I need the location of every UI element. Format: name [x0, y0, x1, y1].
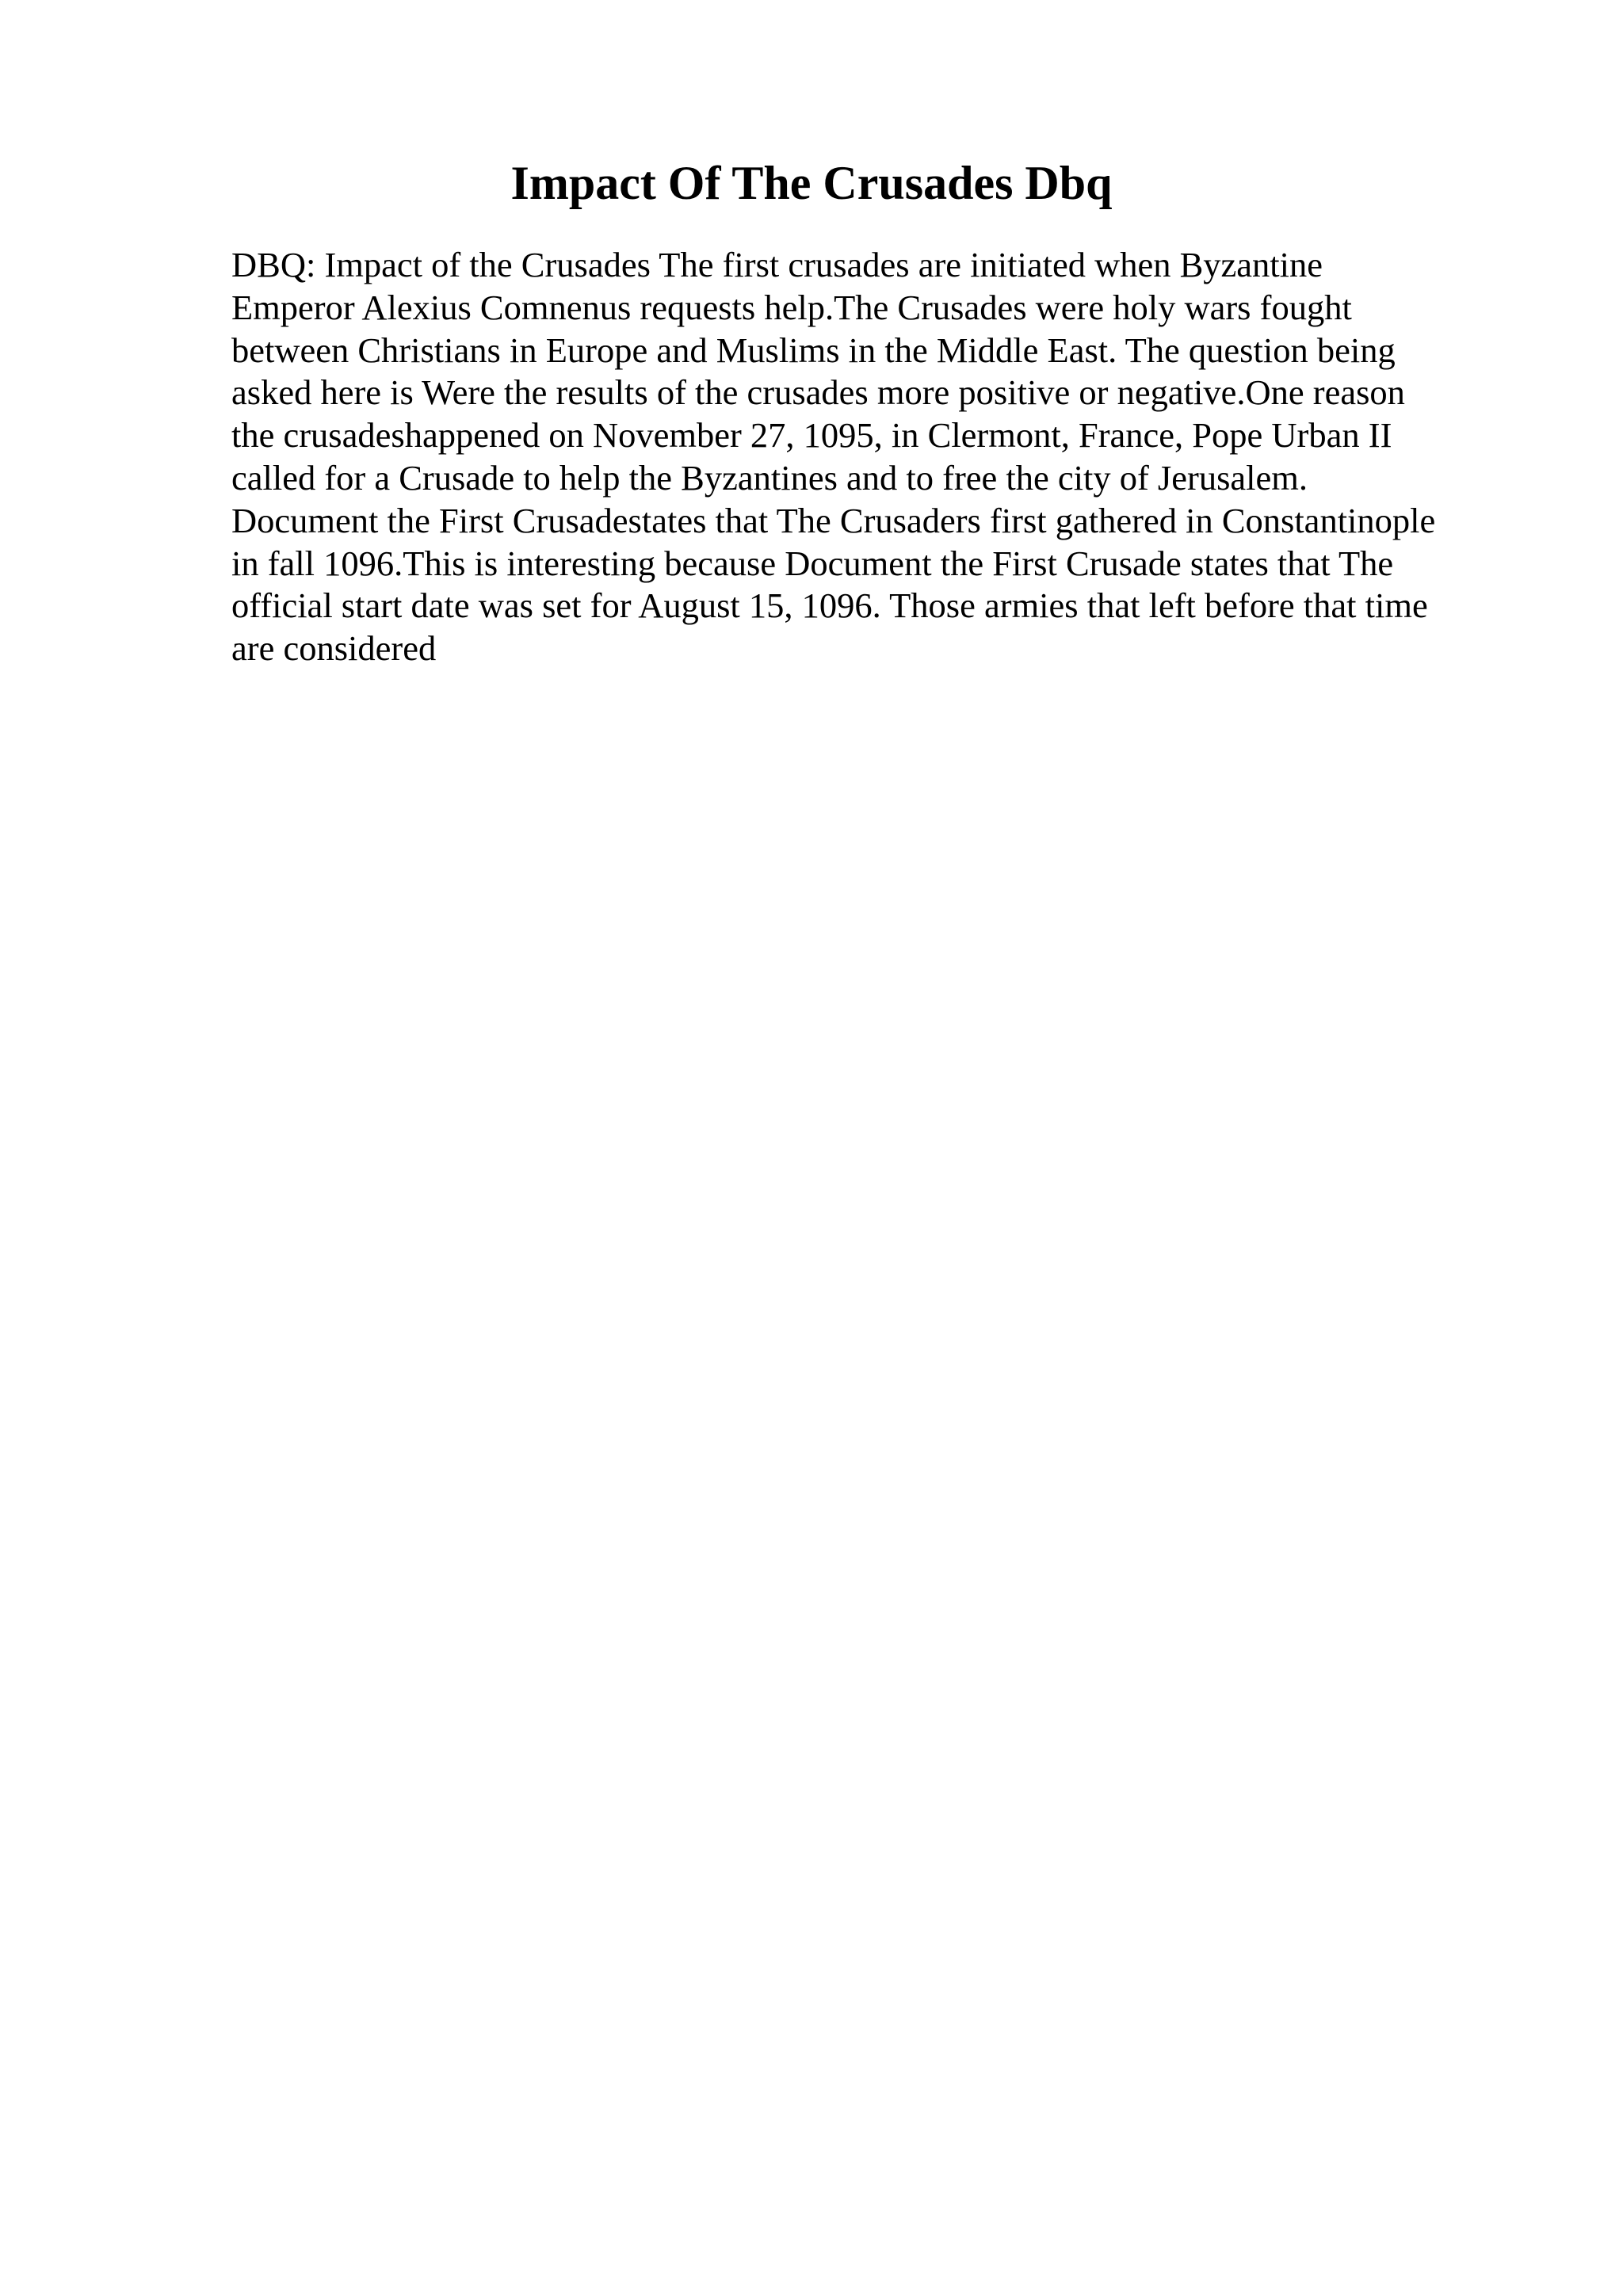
body-line: Document the First Crusadestates that The Crusaders first gathered in Constantinople	[231, 500, 1436, 540]
body-line: in fall 1096.This is interesting because Document the First Crusade states that The	[231, 543, 1394, 583]
body-line: asked here is Were the results of the crusades more positive or negative.One reason	[231, 372, 1405, 413]
body-line: Emperor Alexius Comnenus requests help.The Crusades were holy wars fought	[231, 287, 1352, 327]
body-line: between Christians in Europe and Muslims in the Middle East. The question being	[231, 330, 1396, 370]
body-line: called for a Crusade to help the Byzantines and to free the city of Jerusalem.	[231, 457, 1308, 498]
body-line: DBQ: Impact of the Crusades The first crusades are initiated when Byzantine	[231, 245, 1323, 284]
body-line: are considered	[231, 628, 437, 669]
document-title: Impact Of The Crusades Dbq	[510, 157, 1113, 209]
body-line: the crusadeshappened on November 27, 1095, in Clermont, France, Pope Urban II	[231, 415, 1392, 456]
body-line: official start date was set for August 15, 1096. Those armies that left before that time	[231, 585, 1428, 626]
document-body	[231, 244, 1499, 670]
